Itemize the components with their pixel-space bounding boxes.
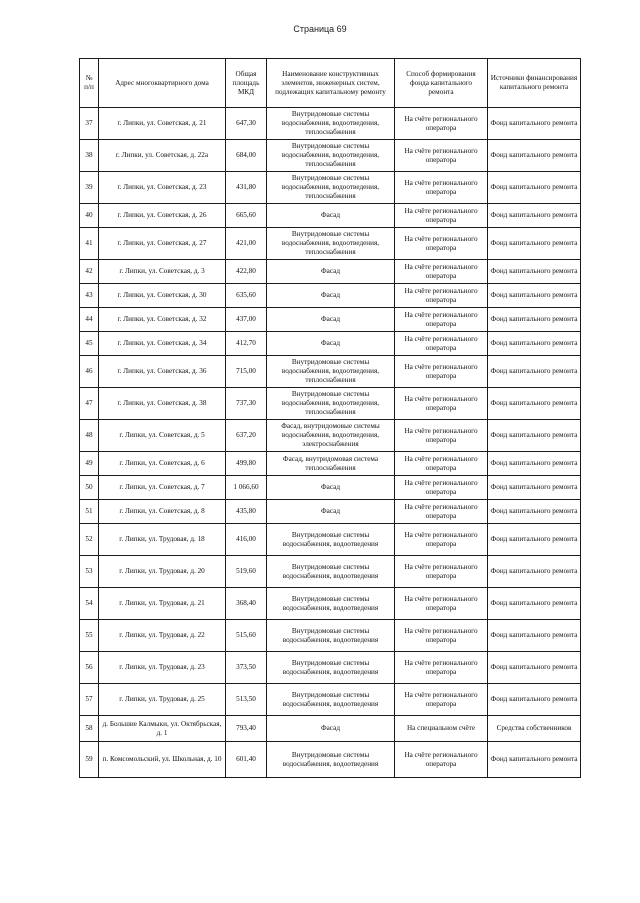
- source-cell: Фонд капитального ремонта: [488, 332, 581, 356]
- address-cell: г. Липки, ул. Советская, д. 3: [99, 260, 226, 284]
- area-cell: 499,80: [226, 452, 267, 476]
- capital-repair-table: [79, 58, 581, 778]
- column-header-works: Наименование конструктивных элементов, инженерных систем, подлежащих капитальному ремонту: [267, 59, 395, 108]
- method-cell: На счёте регионального оператора: [395, 556, 488, 588]
- row-number-cell: 49: [80, 452, 99, 476]
- table-row: [80, 308, 581, 332]
- table-row: [80, 652, 581, 684]
- table-row: [80, 356, 581, 388]
- works-cell: Фасад: [267, 260, 395, 284]
- address-cell: г. Липки, ул. Трудовая, д. 23: [99, 652, 226, 684]
- method-cell: На счёте регионального оператора: [395, 108, 488, 140]
- table-row: [80, 388, 581, 420]
- source-cell: Фонд капитального ремонта: [488, 476, 581, 500]
- address-cell: г. Липки, ул. Советская, д. 38: [99, 388, 226, 420]
- method-cell: На счёте регионального оператора: [395, 524, 488, 556]
- address-cell: г. Липки, ул. Советская, д. 32: [99, 308, 226, 332]
- row-number-cell: 58: [80, 716, 99, 742]
- method-cell: На счёте регионального оператора: [395, 500, 488, 524]
- source-cell: Фонд капитального ремонта: [488, 652, 581, 684]
- area-cell: 647,30: [226, 108, 267, 140]
- row-number-cell: 44: [80, 308, 99, 332]
- table-row: [80, 228, 581, 260]
- row-number-cell: 56: [80, 652, 99, 684]
- method-cell: На счёте регионального оператора: [395, 588, 488, 620]
- source-cell: Фонд капитального ремонта: [488, 204, 581, 228]
- source-cell: Фонд капитального ремонта: [488, 284, 581, 308]
- row-number-cell: 46: [80, 356, 99, 388]
- row-number-cell: 42: [80, 260, 99, 284]
- area-cell: 513,50: [226, 684, 267, 716]
- address-cell: г. Липки, ул. Советская, д. 23: [99, 172, 226, 204]
- row-number-cell: 38: [80, 140, 99, 172]
- row-number-cell: 39: [80, 172, 99, 204]
- table-row: [80, 204, 581, 228]
- works-cell: Фасад: [267, 284, 395, 308]
- table-row: [80, 524, 581, 556]
- table-row: [80, 684, 581, 716]
- table-body: [80, 108, 581, 778]
- works-cell: Внутридомовые системы водоснабжения, водоотведения: [267, 588, 395, 620]
- table-header-row: [80, 59, 581, 108]
- column-header-address: Адрес многоквартирного дома: [99, 59, 226, 108]
- address-cell: г. Липки, ул. Трудовая, д. 25: [99, 684, 226, 716]
- address-cell: д. Большие Калмыки, ул. Октябрьская, д. 1: [99, 716, 226, 742]
- works-cell: Внутридомовые системы водоснабжения, водоотведения: [267, 684, 395, 716]
- column-header-method: Способ формирования фонда капитального ремонта: [395, 59, 488, 108]
- area-cell: 793,40: [226, 716, 267, 742]
- area-cell: 715,00: [226, 356, 267, 388]
- source-cell: Фонд капитального ремонта: [488, 172, 581, 204]
- source-cell: Фонд капитального ремонта: [488, 742, 581, 778]
- address-cell: г. Липки, ул. Советская, д. 22а: [99, 140, 226, 172]
- row-number-cell: 54: [80, 588, 99, 620]
- address-cell: п. Комсомольский, ул. Школьная, д. 10: [99, 742, 226, 778]
- address-cell: г. Липки, ул. Советская, д. 6: [99, 452, 226, 476]
- area-cell: 412,70: [226, 332, 267, 356]
- row-number-cell: 45: [80, 332, 99, 356]
- works-cell: Внутридомовые системы водоснабжения, водоотведения, теплоснабжения: [267, 356, 395, 388]
- method-cell: На счёте регионального оператора: [395, 260, 488, 284]
- address-cell: г. Липки, ул. Советская, д. 8: [99, 500, 226, 524]
- area-cell: 422,80: [226, 260, 267, 284]
- table-row: [80, 260, 581, 284]
- method-cell: На счёте регионального оператора: [395, 284, 488, 308]
- area-cell: 431,80: [226, 172, 267, 204]
- table-row: [80, 588, 581, 620]
- source-cell: Фонд капитального ремонта: [488, 388, 581, 420]
- table-row: [80, 284, 581, 308]
- works-cell: Внутридомовые системы водоснабжения, водоотведения: [267, 620, 395, 652]
- area-cell: 1 066,60: [226, 476, 267, 500]
- address-cell: г. Липки, ул. Трудовая, д. 18: [99, 524, 226, 556]
- area-cell: 519,60: [226, 556, 267, 588]
- method-cell: На счёте регионального оператора: [395, 684, 488, 716]
- works-cell: Внутридомовые системы водоснабжения, водоотведения: [267, 556, 395, 588]
- area-cell: 435,80: [226, 500, 267, 524]
- works-cell: Фасад: [267, 716, 395, 742]
- source-cell: Фонд капитального ремонта: [488, 228, 581, 260]
- table-row: [80, 742, 581, 778]
- area-cell: 637,20: [226, 420, 267, 452]
- method-cell: На счёте регионального оператора: [395, 228, 488, 260]
- area-cell: 368,40: [226, 588, 267, 620]
- method-cell: На счёте регионального оператора: [395, 452, 488, 476]
- area-cell: 416,00: [226, 524, 267, 556]
- address-cell: г. Липки, ул. Советская, д. 34: [99, 332, 226, 356]
- works-cell: Внутридомовые системы водоснабжения, водоотведения, теплоснабжения: [267, 172, 395, 204]
- source-cell: Фонд капитального ремонта: [488, 260, 581, 284]
- works-cell: Внутридомовые системы водоснабжения, водоотведения: [267, 524, 395, 556]
- table-row: [80, 420, 581, 452]
- works-cell: Внутридомовые системы водоснабжения, водоотведения, теплоснабжения: [267, 108, 395, 140]
- source-cell: Фонд капитального ремонта: [488, 420, 581, 452]
- address-cell: г. Липки, ул. Советская, д. 21: [99, 108, 226, 140]
- method-cell: На специальном счёте: [395, 716, 488, 742]
- table-row: [80, 108, 581, 140]
- address-cell: г. Липки, ул. Советская, д. 5: [99, 420, 226, 452]
- table-row: [80, 140, 581, 172]
- address-cell: г. Липки, ул. Советская, д. 26: [99, 204, 226, 228]
- method-cell: На счёте регионального оператора: [395, 652, 488, 684]
- works-cell: Внутридомовые системы водоснабжения, водоотведения, теплоснабжения: [267, 388, 395, 420]
- source-cell: Фонд капитального ремонта: [488, 684, 581, 716]
- table-row: [80, 500, 581, 524]
- works-cell: Внутридомовые системы водоснабжения, водоотведения, теплоснабжения: [267, 228, 395, 260]
- works-cell: Внутридомовые системы водоснабжения, водоотведения: [267, 652, 395, 684]
- source-cell: Фонд капитального ремонта: [488, 524, 581, 556]
- works-cell: Фасад: [267, 500, 395, 524]
- address-cell: г. Липки, ул. Советская, д. 7: [99, 476, 226, 500]
- row-number-cell: 55: [80, 620, 99, 652]
- table-row: [80, 452, 581, 476]
- address-cell: г. Липки, ул. Трудовая, д. 22: [99, 620, 226, 652]
- works-cell: Фасад: [267, 204, 395, 228]
- area-cell: 421,00: [226, 228, 267, 260]
- source-cell: Фонд капитального ремонта: [488, 556, 581, 588]
- works-cell: Фасад: [267, 332, 395, 356]
- method-cell: На счёте регионального оператора: [395, 204, 488, 228]
- area-cell: 665,60: [226, 204, 267, 228]
- area-cell: 437,00: [226, 308, 267, 332]
- row-number-cell: 41: [80, 228, 99, 260]
- source-cell: Средства собственников: [488, 716, 581, 742]
- area-cell: 737,30: [226, 388, 267, 420]
- source-cell: Фонд капитального ремонта: [488, 308, 581, 332]
- column-header-area: Общая площадь МКД: [226, 59, 267, 108]
- row-number-cell: 51: [80, 500, 99, 524]
- row-number-cell: 43: [80, 284, 99, 308]
- row-number-cell: 50: [80, 476, 99, 500]
- source-cell: Фонд капитального ремонта: [488, 140, 581, 172]
- address-cell: г. Липки, ул. Советская, д. 27: [99, 228, 226, 260]
- row-number-cell: 48: [80, 420, 99, 452]
- column-header-number: № п/п: [80, 59, 99, 108]
- method-cell: На счёте регионального оператора: [395, 476, 488, 500]
- address-cell: г. Липки, ул. Трудовая, д. 21: [99, 588, 226, 620]
- method-cell: На счёте регионального оператора: [395, 172, 488, 204]
- area-cell: 515,60: [226, 620, 267, 652]
- method-cell: На счёте регионального оператора: [395, 620, 488, 652]
- works-cell: Фасад, внутридомовая система теплоснабжения: [267, 452, 395, 476]
- row-number-cell: 47: [80, 388, 99, 420]
- method-cell: На счёте регионального оператора: [395, 420, 488, 452]
- method-cell: На счёте регионального оператора: [395, 140, 488, 172]
- page-title: Страница 69: [293, 24, 347, 34]
- address-cell: г. Липки, ул. Трудовая, д. 20: [99, 556, 226, 588]
- column-header-source: Источники финансирования капитального ремонта: [488, 59, 581, 108]
- source-cell: Фонд капитального ремонта: [488, 452, 581, 476]
- source-cell: Фонд капитального ремонта: [488, 620, 581, 652]
- source-cell: Фонд капитального ремонта: [488, 500, 581, 524]
- row-number-cell: 40: [80, 204, 99, 228]
- works-cell: Фасад: [267, 308, 395, 332]
- table-row: [80, 556, 581, 588]
- address-cell: г. Липки, ул. Советская, д. 30: [99, 284, 226, 308]
- source-cell: Фонд капитального ремонта: [488, 356, 581, 388]
- works-cell: Внутридомовые системы водоснабжения, водоотведения: [267, 742, 395, 778]
- row-number-cell: 53: [80, 556, 99, 588]
- area-cell: 635,60: [226, 284, 267, 308]
- area-cell: 601,40: [226, 742, 267, 778]
- table-row: [80, 332, 581, 356]
- works-cell: Фасад: [267, 476, 395, 500]
- table-row: [80, 476, 581, 500]
- table-row: [80, 716, 581, 742]
- source-cell: Фонд капитального ремонта: [488, 108, 581, 140]
- method-cell: На счёте регионального оператора: [395, 356, 488, 388]
- table-row: [80, 172, 581, 204]
- works-cell: Фасад, внутридомовые системы водоснабжения, водоотведения, электроснабжения: [267, 420, 395, 452]
- area-cell: 373,50: [226, 652, 267, 684]
- row-number-cell: 37: [80, 108, 99, 140]
- method-cell: На счёте регионального оператора: [395, 308, 488, 332]
- source-cell: Фонд капитального ремонта: [488, 588, 581, 620]
- row-number-cell: 52: [80, 524, 99, 556]
- row-number-cell: 59: [80, 742, 99, 778]
- method-cell: На счёте регионального оператора: [395, 742, 488, 778]
- area-cell: 684,00: [226, 140, 267, 172]
- method-cell: На счёте регионального оператора: [395, 332, 488, 356]
- address-cell: г. Липки, ул. Советская, д. 36: [99, 356, 226, 388]
- works-cell: Внутридомовые системы водоснабжения, водоотведения, теплоснабжения: [267, 140, 395, 172]
- table-row: [80, 620, 581, 652]
- method-cell: На счёте регионального оператора: [395, 388, 488, 420]
- row-number-cell: 57: [80, 684, 99, 716]
